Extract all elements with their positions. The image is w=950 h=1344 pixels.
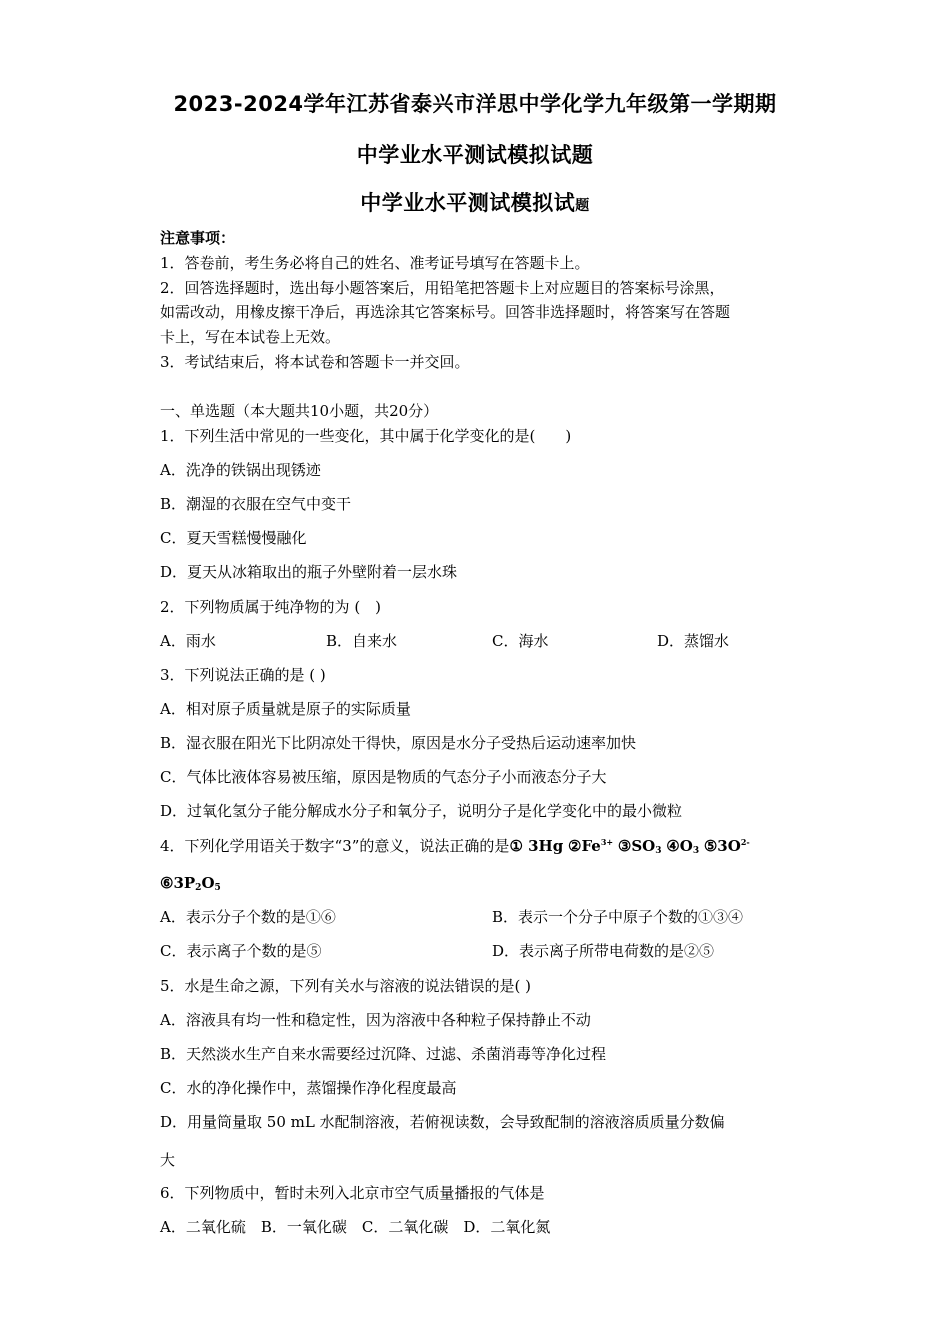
q5-stem: 5．水是生命之源，下列有关水与溶液的说法错误的是( ): [160, 977, 532, 995]
q2-option-d: D．蒸馏水: [657, 632, 730, 650]
title-line-1: 2023-2024学年江苏省泰兴市洋思中学化学九年级第一学期期: [173, 92, 777, 116]
q2-option-a: A．雨水: [160, 632, 216, 650]
title-line-3-small: 题: [575, 198, 590, 214]
q4-item-4: $④O_3$: [666, 837, 700, 856]
q4-item-2: $②Fe^{3+}$: [568, 837, 614, 855]
title-line-3: [0, 187, 950, 217]
q4-option-b: B．表示一个分子中原子个数的①③④: [492, 908, 744, 926]
q4-option-d: D．表示离子所带电荷数的是②⑤: [492, 942, 715, 960]
notice-item-3: 3．考试结束后，将本试卷和答题卡一并交回。: [160, 353, 470, 371]
q1-stem: 1．下列生活中常见的一些变化，其中属于化学变化的是( ): [160, 427, 572, 445]
q3-option-a: A．相对原子质量就是原子的实际质量: [160, 700, 411, 718]
q2-option-b: B．自来水: [326, 632, 398, 650]
q4-stem-prefix: 4．下列化学用语关于数字“3”的意义，说法正确的是: [160, 837, 510, 855]
q6-stem: 6．下列物质中，暂时未列入北京市空气质量播报的气体是: [160, 1184, 545, 1202]
q5-option-b: B．天然淡水生产自来水需要经过沉降、过滤、杀菌消毒等净化过程: [160, 1045, 607, 1063]
q1-option-d: D．夏天从冰箱取出的瓶子外壁附着一层水珠: [160, 563, 458, 581]
q2-option-c: C．海水: [492, 632, 549, 650]
q4-item-6: $⑥3P_2O_5$: [160, 874, 221, 893]
notice-item-2a: 2．回答选择题时，选出每小题答案后，用铅笔把答题卡上对应题目的答案标号涂黑，: [160, 279, 725, 297]
q3-option-d: D．过氧化氢分子能分解成水分子和氧分子，说明分子是化学变化中的最小微粒: [160, 802, 683, 820]
notice-item-2c: 卡上，写在本试卷上无效。: [160, 328, 341, 346]
q4-item-3: $③SO_3$: [617, 837, 662, 856]
q1-option-c: C．夏天雪糕慢慢融化: [160, 529, 307, 547]
q5-option-a: A．溶液具有均一性和稳定性，因为溶液中各种粒子保持静止不动: [160, 1011, 591, 1029]
q1-option-b: B．潮湿的衣服在空气中变干: [160, 495, 352, 513]
q6-options: A．二氧化硫 B．一氧化碳 C．二氧化碳 D．二氧化氮: [160, 1218, 551, 1236]
q4-option-c: C．表示离子个数的是⑤: [160, 942, 322, 960]
q3-option-b: B．湿衣服在阳光下比阴凉处干得快，原因是水分子受热后运动速率加快: [160, 734, 637, 752]
q3-stem: 3．下列说法正确的是 ( ): [160, 666, 326, 684]
notice-item-2b: 如需改动，用橡皮擦干净后，再选涂其它答案标号。回答非选择题时，将答案写在答题: [160, 303, 731, 321]
q2-stem: 2．下列物质属于纯净物的为 ( ): [160, 598, 382, 616]
section-heading: 一、单选题（本大题共10小题，共20分）: [160, 402, 439, 420]
q4-item-1: ① 3Hg: [509, 837, 564, 855]
q5-option-d-line2: 大: [160, 1151, 176, 1169]
title-line-3-main: 中学业水平测试模拟试: [360, 191, 576, 215]
title-line-2: 中学业水平测试模拟试题: [356, 143, 594, 167]
q5-option-d-line1: D．用量筒量取 50 mL 水配制溶液，若俯视读数，会导致配制的溶液溶质质量分数偏: [160, 1113, 725, 1131]
notice-heading: 注意事项：: [160, 229, 236, 247]
q4-stem: [160, 836, 750, 856]
q3-option-c: C．气体比液体容易被压缩，原因是物质的气态分子小而液态分子大: [160, 768, 607, 786]
q4-option-a: A．表示分子个数的是①⑥: [160, 908, 336, 926]
notice-item-1: 1．答卷前，考生务必将自己的姓名、准考证号填写在答题卡上。: [160, 254, 590, 272]
q1-option-a: A．洗净的铁锅出现锈迹: [160, 461, 321, 479]
q5-option-c: C．水的净化操作中，蒸馏操作净化程度最高: [160, 1079, 457, 1097]
q4-item-5: $⑤3O^{2-}$: [703, 837, 750, 855]
